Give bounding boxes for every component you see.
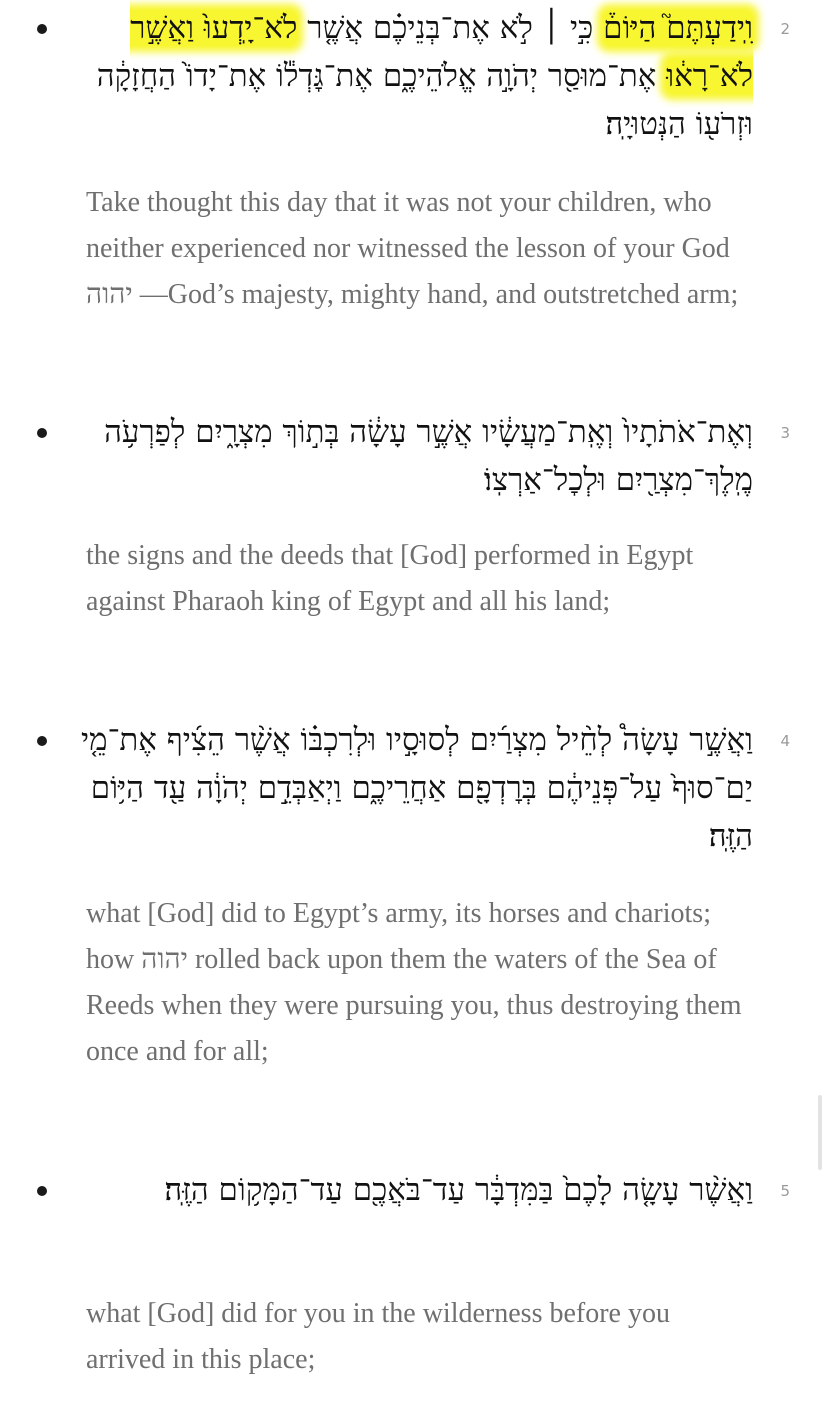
highlight-mark[interactable]: וִֽידַעְתֶּם֮ הַיּוֹם֒: [603, 10, 753, 46]
english-translation[interactable]: Take thought this day that it was not your children, who neither experienced nor witnessed the lesson of your God יהוה —God’s majesty, mighty hand, and outstretched arm;: [86, 187, 739, 310]
hebrew-text[interactable]: [80, 4, 753, 148]
bullet-icon: [37, 736, 47, 746]
verse-number: 5: [780, 1182, 790, 1200]
highlight-mark[interactable]: לֹא־יָֽדְעוּ֙ וַאֲשֶׁ֣ר לֹא־רָא֔וּ: [130, 10, 753, 94]
verse-number: 4: [780, 732, 790, 750]
verse-number: 3: [780, 424, 790, 442]
hebrew-text[interactable]: וְאֶת־אֹתֹתָיו֙ וְאֶֽת־מַעֲשָׂ֔יו אֲשֶׁ֣ר עָשָׂ֔ה בְּת֣וֹךְ מִצְרָ֑יִם לְפַרְעֹ֥ה מֶֽלֶךְ־מִצְרַ֖יִם וּלְכׇל־אַרְצֽוֹ׃: [104, 414, 753, 498]
bullet-icon: [37, 1186, 47, 1196]
hebrew-segment: אֶת־מוּסַ֖ר יְהֹוָ֣ה אֱלֹהֵיכֶ֑ם אֶת־גׇּדְל֕וֹ אֶת־יָדוֹ֙ הַחֲזָקָ֔ה וּזְרֹע֖וֹ הַנְּטוּיָֽה׃: [96, 58, 753, 142]
scrollbar[interactable]: [818, 1095, 822, 1170]
hebrew-text[interactable]: וַאֲשֶׁ֣ר עָשָׂה֩ לְחֵ֨יל מִצְרַ֜יִם לְסוּסָ֣יו וּלְרִכְבּ֗וֹ אֲשֶׁ֨ר הֵצִ֜יף אֶת־מֵ֤י יַם־סוּף֙ עַל־פְּנֵיהֶ֔ם בְּרׇדְפָ֖ם אַחֲרֵיכֶ֑ם וַיְאַבְּדֵ֣ם יְהֹוָ֔ה עַ֖ד הַיּ֥וֹם הַזֶּֽה׃: [80, 722, 753, 854]
english-translation[interactable]: the signs and the deeds that [God] performed in Egypt against Pharaoh king of Egypt and all his land;: [86, 540, 694, 617]
english-translation[interactable]: what [God] did for you in the wilderness before you arrived in this place;: [86, 1298, 670, 1375]
bullet-icon: [37, 428, 47, 438]
bullet-icon: [37, 24, 47, 34]
hebrew-text[interactable]: וַאֲשֶׁ֨ר עָשָׂ֤ה לָכֶם֙ בַּמִּדְבָּ֔ר עַד־בֹּאֲכֶ֖ם עַד־הַמָּק֥וֹם הַזֶּֽה׃: [164, 1172, 753, 1208]
hebrew-segment: כִּ֣י ׀ לֹ֣א אֶת־בְּנֵיכֶ֗ם אֲשֶׁ֤ר: [307, 10, 594, 46]
english-translation[interactable]: what [God] did to Egypt’s army, its horses and chariots; how יהוה rolled back upon them the waters of the Sea of Reeds when they were pursuing you, thus destroying them once and for all;: [86, 898, 742, 1067]
verse-number: 2: [780, 20, 790, 38]
